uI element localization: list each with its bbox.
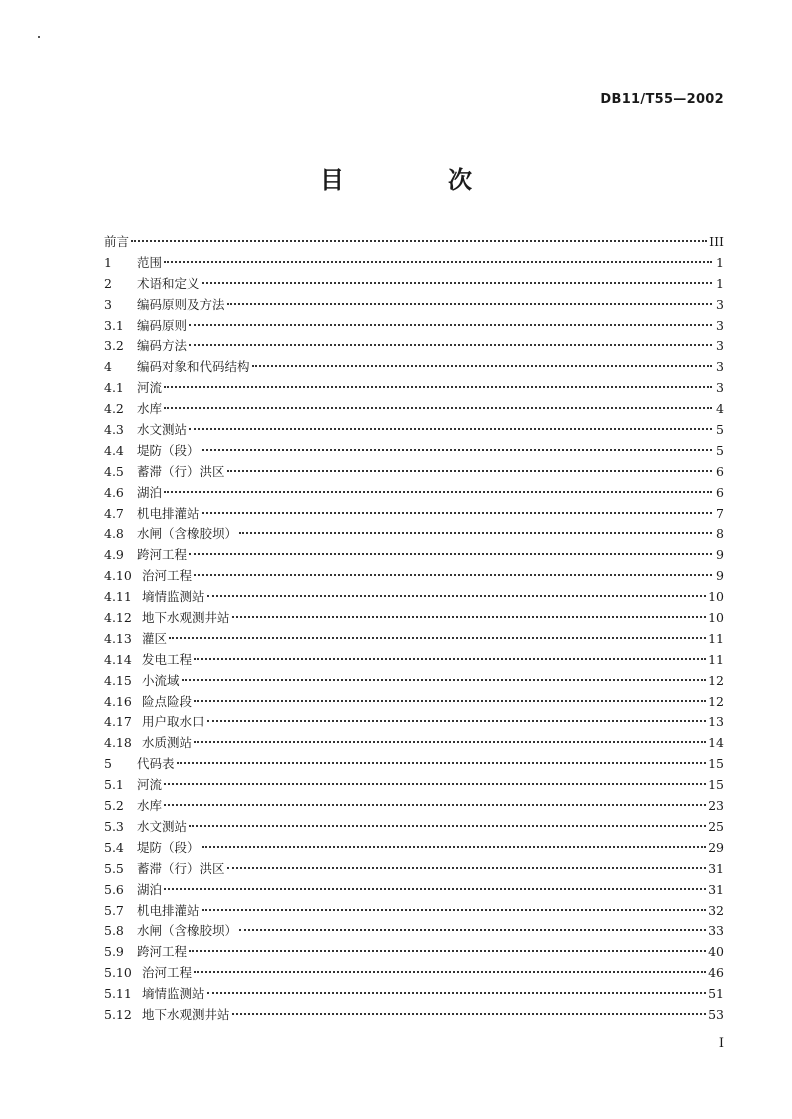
toc-entry-page: 31 [708, 860, 724, 876]
toc-dot-leader [177, 762, 707, 764]
toc-entry-label: 跨河工程 [137, 944, 188, 960]
toc-entry-number: 5.5 [104, 860, 124, 876]
toc-entry[interactable] [104, 232, 724, 253]
toc-entry-page: 9 [716, 568, 724, 584]
toc-dot-leader [239, 929, 706, 931]
toc-dot-leader [194, 574, 712, 576]
toc-entry-label: 治河工程 [142, 965, 193, 981]
toc-entry-number: 3 [104, 296, 112, 312]
toc-dot-leader [164, 804, 706, 806]
toc-dot-leader [202, 449, 712, 451]
toc-entry-number: 4.8 [104, 526, 124, 542]
toc-entry-label: 灌区 [142, 630, 168, 646]
toc-entry-label: 地下水观测井站 [142, 1006, 230, 1022]
toc-entry-label: 蓄滞（行）洪区 [137, 463, 225, 479]
toc-entry-page: 1 [716, 275, 724, 291]
toc-dot-leader [164, 386, 712, 388]
toc-entry-number: 4.3 [104, 422, 124, 438]
toc-entry-number: 3.1 [104, 317, 124, 333]
toc-entry-number: 4.14 [104, 651, 132, 667]
toc-entry-page: 3 [716, 296, 724, 312]
toc-entry-page: 15 [708, 756, 724, 772]
toc-entry-page: 7 [716, 505, 724, 521]
toc-entry[interactable] [104, 1005, 724, 1026]
toc-entry-label: 水质测站 [142, 735, 193, 751]
toc-entry[interactable] [104, 963, 724, 984]
toc-entry[interactable] [104, 984, 724, 1005]
toc-entry-label: 范围 [137, 254, 163, 270]
toc-entry-number: 5.4 [104, 839, 124, 855]
toc-entry-number: 4.15 [104, 672, 132, 688]
toc-dot-leader [189, 950, 706, 952]
toc-dot-leader [194, 700, 706, 702]
toc-entry[interactable] [104, 378, 724, 399]
toc-entry-page: 3 [716, 317, 724, 333]
toc-dot-leader [131, 240, 707, 242]
toc-entry-page: 10 [708, 589, 724, 605]
toc-entry[interactable] [104, 796, 724, 817]
toc-entry[interactable] [104, 712, 724, 733]
toc-entry-number: 4 [104, 359, 112, 375]
toc-entry-page: 8 [716, 526, 724, 542]
toc-entry-label: 堤防（段） [137, 839, 200, 855]
toc-entry-number: 5.7 [104, 902, 124, 918]
toc-entry-label: 河流 [137, 380, 163, 396]
toc-entry-number: 4.1 [104, 380, 124, 396]
toc-entry-page: 5 [716, 422, 724, 438]
toc-entry[interactable] [104, 921, 724, 942]
toc-entry[interactable] [104, 545, 724, 566]
toc-entry-label: 水文测站 [137, 818, 188, 834]
toc-entry-label: 河流 [137, 777, 163, 793]
toc-entry-number: 5.2 [104, 798, 124, 814]
toc-dot-leader [202, 846, 707, 848]
toc-entry-page: 53 [708, 1006, 724, 1022]
toc-entry[interactable] [104, 817, 724, 838]
toc-entry-label: 机电排灌站 [137, 505, 200, 521]
toc-entry-page: 40 [708, 944, 724, 960]
toc-entry-page: 15 [708, 777, 724, 793]
toc-entry-number: 5 [104, 756, 112, 772]
toc-dot-leader [189, 324, 712, 326]
toc-entry[interactable] [104, 859, 724, 880]
toc-dot-leader [164, 491, 712, 493]
toc-entry-number: 4.13 [104, 630, 132, 646]
toc-entry[interactable] [104, 629, 724, 650]
toc-entry[interactable] [104, 587, 724, 608]
toc-dot-leader [194, 741, 706, 743]
toc-entry-number: 1 [104, 254, 112, 270]
toc-entry-number: 4.7 [104, 505, 124, 521]
footer-page-number: I [718, 1036, 724, 1051]
toc-entry[interactable] [104, 901, 724, 922]
toc-dot-leader [189, 428, 712, 430]
toc-entry-label: 堤防（段） [137, 442, 200, 458]
toc-entry[interactable] [104, 524, 724, 545]
document-code: DB11/T55—2002 [600, 92, 724, 107]
toc-entry-number: 5.3 [104, 818, 124, 834]
toc-entry-number: 4.5 [104, 463, 124, 479]
toc-entry-label: 险点险段 [142, 693, 193, 709]
toc-entry-number: 5.11 [104, 986, 132, 1002]
toc-entry-label: 跨河工程 [137, 547, 188, 563]
toc-entry-page: 11 [708, 630, 724, 646]
toc-dot-leader [232, 616, 707, 618]
toc-entry[interactable] [104, 733, 724, 754]
toc-entry-label: 湖泊 [137, 881, 163, 897]
toc-entry-number: 4.16 [104, 693, 132, 709]
toc-entry-page: 51 [708, 986, 724, 1002]
toc-entry[interactable] [104, 399, 724, 420]
toc-entry-label: 用户取水口 [142, 714, 205, 730]
toc-entry-page: 23 [708, 798, 724, 814]
toc-dot-leader [189, 553, 712, 555]
toc-entry-number: 5.9 [104, 944, 124, 960]
toc-entry-label: 治河工程 [142, 568, 193, 584]
toc-dot-leader [202, 909, 707, 911]
toc-dot-leader [194, 658, 706, 660]
toc-dot-leader [207, 720, 707, 722]
toc-entry-page: 13 [708, 714, 724, 730]
toc-entry-page: 3 [716, 359, 724, 375]
toc-entry-label: 水闸（含橡胶坝） [137, 923, 238, 939]
toc-dot-leader [227, 303, 712, 305]
toc-entry[interactable] [104, 441, 724, 462]
toc-entry-page: 5 [716, 442, 724, 458]
toc-entry[interactable] [104, 295, 724, 316]
toc-dot-leader [189, 825, 706, 827]
toc-dot-leader [239, 532, 712, 534]
toc-dot-leader [202, 512, 712, 514]
toc-entry-page: 12 [708, 693, 724, 709]
toc-entry-number: 5.6 [104, 881, 124, 897]
toc-entry-page: 32 [708, 902, 724, 918]
toc-entry-label: 发电工程 [142, 651, 193, 667]
toc-entry-label: 水库 [137, 401, 163, 417]
toc-entry-page: 9 [716, 547, 724, 563]
toc-dot-leader [164, 407, 712, 409]
toc-entry-number: 4.17 [104, 714, 132, 730]
toc-entry-label: 机电排灌站 [137, 902, 200, 918]
toc-entry-label: 湖泊 [137, 484, 163, 500]
toc-entry-page: 10 [708, 610, 724, 626]
toc-entry[interactable] [104, 274, 724, 295]
toc-entry[interactable] [104, 336, 724, 357]
toc-entry[interactable] [104, 483, 724, 504]
toc-dot-leader [169, 637, 706, 639]
toc-entry-label: 蓄滞（行）洪区 [137, 860, 225, 876]
toc-dot-leader [189, 344, 712, 346]
toc-entry[interactable] [104, 692, 724, 713]
toc-entry[interactable] [104, 775, 724, 796]
toc-entry-label: 墒情监测站 [142, 589, 205, 605]
toc-entry[interactable] [104, 608, 724, 629]
toc-dot-leader [164, 888, 706, 890]
toc-entry-label: 编码原则 [137, 317, 188, 333]
toc-entry-number: 4.10 [104, 568, 132, 584]
toc-dot-leader [164, 261, 712, 263]
toc-entry-page: 3 [716, 338, 724, 354]
toc-entry[interactable] [104, 566, 724, 587]
toc-dot-leader [182, 679, 707, 681]
toc-entry-page: 31 [708, 881, 724, 897]
toc-entry-number: 4.18 [104, 735, 132, 751]
toc-entry[interactable] [104, 420, 724, 441]
toc-entry-page: 46 [708, 965, 724, 981]
toc-entry-number: 5.8 [104, 923, 124, 939]
toc-entry-page: 11 [708, 651, 724, 667]
toc-entry-page: 29 [708, 839, 724, 855]
toc-entry[interactable] [104, 671, 724, 692]
toc-entry-label: 小流域 [142, 672, 180, 688]
toc-entry-number: 2 [104, 275, 112, 291]
toc-dot-leader [227, 867, 707, 869]
toc-entry-label: 地下水观测井站 [142, 610, 230, 626]
toc-entry-page: III [709, 234, 724, 249]
toc-entry-page: 3 [716, 380, 724, 396]
toc-entry-label: 术语和定义 [137, 275, 200, 291]
toc-entry-number: 3.2 [104, 338, 124, 354]
toc-entry-page: 6 [716, 484, 724, 500]
toc-dot-leader [207, 992, 707, 994]
toc-entry-page: 12 [708, 672, 724, 688]
toc-entry-page: 6 [716, 463, 724, 479]
toc-dot-leader [164, 783, 706, 785]
toc-entry-label: 代码表 [137, 756, 175, 772]
toc-entry-page: 33 [708, 923, 724, 939]
toc-entry-label: 编码对象和代码结构 [137, 359, 250, 375]
toc-entry-number: 4.2 [104, 401, 124, 417]
toc-dot-leader [232, 1013, 707, 1015]
toc-entry-number: 4.11 [104, 589, 132, 605]
scan-speck [38, 36, 40, 38]
toc-entry-number: 5.12 [104, 1006, 132, 1022]
toc-entry-number: 4.12 [104, 610, 132, 626]
toc-entry[interactable] [104, 462, 724, 483]
page-title: 目 次 [320, 166, 512, 194]
toc-dot-leader [227, 470, 712, 472]
toc-entry-label: 水闸（含橡胶坝） [137, 526, 238, 542]
toc-dot-leader [194, 971, 706, 973]
toc-entry-page: 25 [708, 818, 724, 834]
table-of-contents [104, 232, 724, 1026]
toc-entry-label: 前言 [104, 234, 130, 249]
toc-dot-leader [252, 365, 712, 367]
toc-entry[interactable] [104, 838, 724, 859]
toc-entry-number: 5.10 [104, 965, 132, 981]
toc-entry[interactable] [104, 316, 724, 337]
toc-entry-label: 编码原则及方法 [137, 296, 225, 312]
toc-entry[interactable] [104, 754, 724, 775]
toc-entry[interactable] [104, 357, 724, 378]
toc-entry-number: 4.9 [104, 547, 124, 563]
toc-entry-page: 1 [716, 254, 724, 270]
toc-entry-number: 5.1 [104, 777, 124, 793]
toc-entry[interactable] [104, 504, 724, 525]
toc-entry[interactable] [104, 253, 724, 274]
toc-entry-number: 4.4 [104, 442, 124, 458]
toc-entry-label: 编码方法 [137, 338, 188, 354]
toc-entry[interactable] [104, 942, 724, 963]
toc-entry-number: 4.6 [104, 484, 124, 500]
toc-dot-leader [202, 282, 712, 284]
toc-entry[interactable] [104, 650, 724, 671]
toc-entry[interactable] [104, 880, 724, 901]
toc-entry-page: 14 [708, 735, 724, 751]
toc-entry-label: 水文测站 [137, 422, 188, 438]
toc-entry-page: 4 [716, 401, 724, 417]
toc-dot-leader [207, 595, 707, 597]
toc-entry-label: 墒情监测站 [142, 986, 205, 1002]
toc-entry-label: 水库 [137, 798, 163, 814]
